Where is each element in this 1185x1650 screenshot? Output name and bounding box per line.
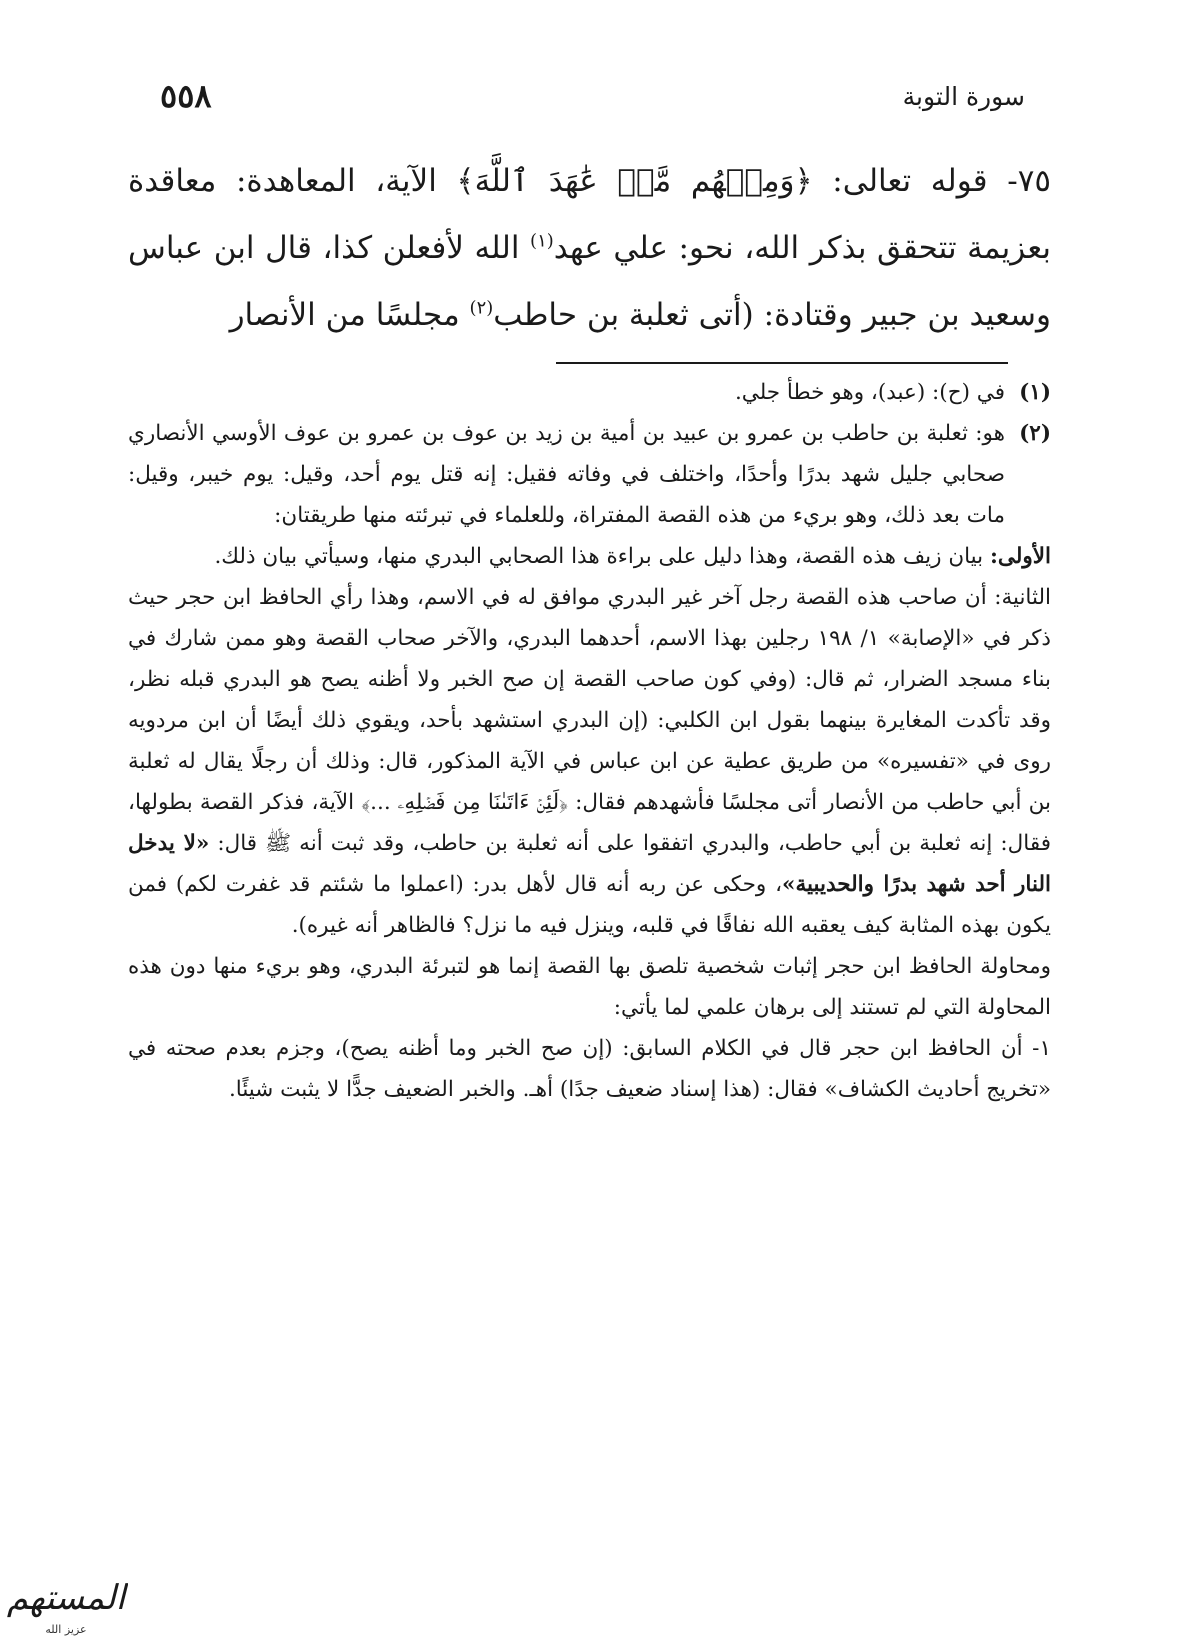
page-header: [160, 74, 1025, 118]
main-text-part-2: الله لأفعلن كذا، قال ابن عباس وسعيد بن جبير وقتادة: (أتى ثعلبة بن حاطب: [128, 230, 1051, 333]
footnote-2-second-method: [128, 577, 1051, 946]
first-method-text: بيان زيف هذه القصة، وهذا دليل على براءة هذا الصحابي البدري منها، وسيأتي بيان ذلك.: [214, 544, 990, 569]
footnote-2-intro: هو: ثعلبة بن حاطب بن عمرو بن عبيد بن أمية بن زيد بن عوف بن عمرو بن عوف الأوسي الأنصاري صحابي جليل شهد بدرًا وأحدًا، واختلف في وفاته فقيل: إنه قتل يوم أحد، وقيل: يوم خيبر، وقيل: مات بعد ذلك، وهو بريء من هذه القصة المفتراة، وللعلماء في تبرئته منها طريقتان:: [128, 421, 1005, 528]
main-text-part-3: مجلسًا من الأنصار: [229, 297, 470, 333]
logo-subtext: عزيز الله: [45, 1623, 87, 1636]
footnote-1-text: في (ح): (عبد)، وهو خطأ جلي.: [734, 380, 1005, 405]
footnote-ref-1[interactable]: (١): [530, 230, 554, 252]
footnote-1: [128, 372, 1051, 413]
main-text-part-1: ٧٥- قوله تعالى: ﴿وَمِنۡهُم مَّنۡ عَٰهَدَ ٱللَّهَ﴾ الآية، المعاهدة: معاقدة بعزيمة تتحقق بذكر الله، نحو: علي عهد: [128, 163, 1051, 266]
hadith-quote: «لا يدخل النار أحد شهد بدرًا والحديبية»: [128, 831, 1051, 897]
logo-text: المستهم: [6, 1578, 126, 1618]
first-method-label: الأولى:: [989, 544, 1051, 569]
footnote-2-marker: (٢): [1019, 421, 1051, 446]
surah-title: سورة التوبة: [902, 81, 1025, 111]
footnote-1-marker: (١): [1019, 380, 1051, 405]
footnotes: [128, 372, 1051, 1110]
page-number: ٥٥٨: [160, 77, 212, 115]
footnote-ref-2[interactable]: (٢): [469, 297, 494, 319]
footnote-2: [128, 413, 1051, 536]
publisher-logo-icon: [4, 1565, 128, 1643]
main-paragraph: [128, 148, 1051, 349]
second-method-text-2: ، وحكى عن ربه أنه قال لأهل بدر: (اعملوا ما شئتم قد غفرت لكم) فمن يكون بهذه المثابة كيف يعقبه الله نفاقًا في قلبه، وينزل فيه ما نزل؟ فالظاهر أنه غيره).: [128, 872, 1051, 938]
main-text: [128, 148, 1051, 349]
footnote-2-first-method: [128, 536, 1051, 577]
second-method-text-1: الثانية: أن صاحب هذه القصة رجل آخر غير البدري موافق له في الاسم، وهذا رأي الحافظ ابن حجر حيث ذكر في «الإصابة» ١/ ١٩٨ رجلين بهذا الاسم، أحدهما البدري، والآخر صحاب القصة وهو ممن شارك في بناء مسجد الضرار، ثم قال: (وفي كون صاحب القصة إن صح الخبر ولا أظنه يصح هو البدري قبله نظر، وقد تأكدت المغايرة بينهما بقول ابن الكلبي: (إن البدري استشهد بأحد، ويقوي ذلك أيضًا أن ابن مردويه روى في «تفسيره» من طريق عطية عن ابن عباس في الآية المذكور، قال: وذلك أن رجلًا يقال له ثعلبة بن أبي حاطب من الأنصار أتى مجلسًا فأشهدهم فقال: ﴿لَئِنۡ ءَاتَىٰنَا مِن فَضۡلِهِۦ ...﴾ الآية، فذكر القصة بطولها، فقال: إنه ثعلبة بن أبي حاطب، والبدري اتفقوا على أنه ثعلبة بن حاطب، وقد ثبت أنه ﷺ قال:: [128, 585, 1052, 856]
footnote-2-attempt: ومحاولة الحافظ ابن حجر إثبات شخصية تلصق بها القصة إنما هو لتبرئة البدري، وهو بريء منها دون هذه المحاولة التي لم تستند إلى برهان علمي لما يأتي:: [128, 954, 1051, 1020]
footnote-divider: [556, 362, 1008, 364]
footnote-2-point-1: ١- أن الحافظ ابن حجر قال في الكلام السابق: (إن صح الخبر وما أظنه يصح)، وجزم بعدم صحته في «تخريج أحاديث الكشاف» فقال: (هذا إسناد ضعيف جدًا) أهـ. والخبر الضعيف جدًّا لا يثبت شيئًا.: [128, 1036, 1051, 1102]
